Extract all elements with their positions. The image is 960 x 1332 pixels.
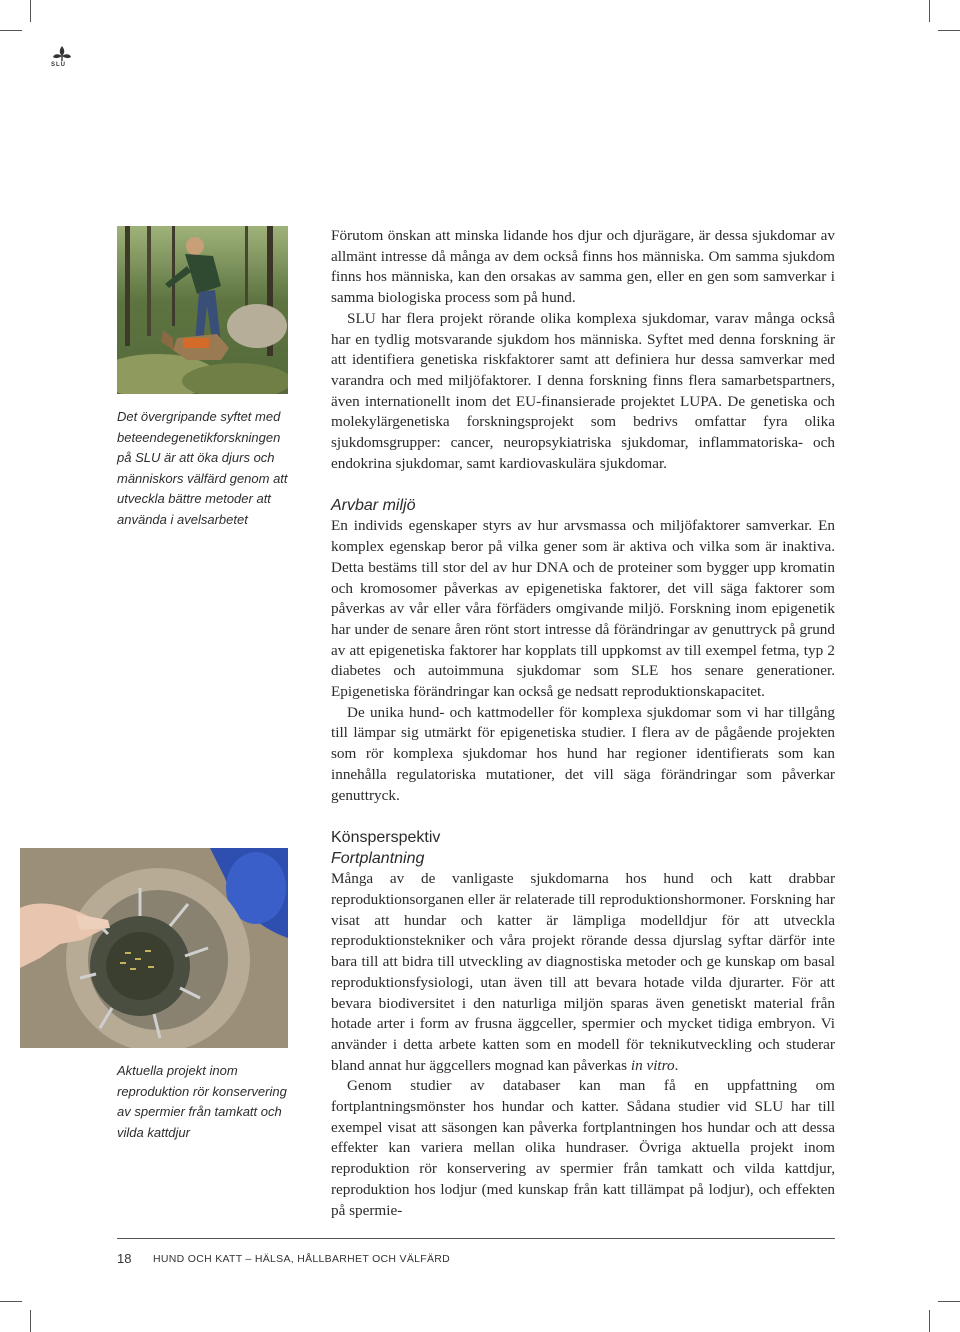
body-text: . — [674, 1056, 679, 1074]
section-heading: Arvbar miljö — [331, 497, 416, 515]
logo-text: SLU — [51, 62, 66, 68]
page-number: 18 — [117, 1251, 132, 1266]
crop-mark — [0, 1301, 22, 1302]
body-text: Många av de vanligaste sjukdomarna hos hund och katt drabbar reproduktionsorganen eller är relaterade till reproduktionshormoner. Forskning har visat att hundar och katter är lämpliga modelldjur för att utveckla reproduktionstekniker och våra projekt rörande dessa djurslag syftar därför inte bara till att bidra till utveckling av diagnostiska metoder och ge kunskap om basal reproduktionsfysiologi, utan även till att bevara hotade vilda djurarter. För att bevara biodiversitet i den naturliga miljön sparas även genetiskt material från hotade arter i form av frusna äggceller, spermier och mycket tidiga embryon. Vi använder i detta arbete katten som en modell för teknikutveckling och studerar bland annat hur äggcellers mognad kan påverkas — [331, 870, 835, 1074]
photo-woman-with-dog — [117, 226, 288, 394]
body-paragraph — [331, 869, 835, 1076]
body-paragraph: SLU har flera projekt rörande olika komplexa sjukdomar, varav många också har en tydlig motsvarande sjukdom hos människa. Syftet med denna forskning är att identifiera genetiska riskfaktorer samt att definiera hur dessa samverkar med varandra och med miljöfaktorer. I denna forskning finns flera samarbetspartners, även internationellt inom det EU-finansierade projektet LUPA. De genetiska och molekylärgenetiska forskningsprojekt som bedrivs omfattar fyra olika sjukdomsgrupper: cancer, neuropsykiatriska sjukdomar, inflammatoriska- och endokrina sjukdomar, samt kardiovaskulära sjukdomar. — [331, 309, 835, 472]
photo-cryo-container — [20, 848, 288, 1048]
section-subheading: Fortplantning — [331, 850, 425, 868]
crop-mark — [938, 30, 960, 31]
crop-mark — [30, 0, 31, 22]
photo-caption: Det övergripande syftet med beteendegenetikforskningen på SLU är att öka djurs och människors välfärd genom att utveckla bättre metoder att använda i avelsarbetet — [117, 409, 288, 527]
italic-term: in vitro — [630, 1056, 675, 1074]
crop-mark — [30, 1310, 31, 1332]
main-text-column — [331, 226, 835, 1221]
section-heading: Könsperspektiv — [331, 829, 441, 847]
footer-divider — [117, 1238, 835, 1239]
body-paragraph: Förutom önskan att minska lidande hos djur och djurägare, är dessa sjukdomar av allmänt intresse då många av dem också finns hos människa. Om samma sjukdom finns hos människa, kan den orsakas av samma gen, eller en gen som samverkar i samma biologiska process som på hund. — [331, 227, 835, 307]
body-paragraph: De unika hund- och kattmodeller för komplexa sjukdomar som vi har tillgång till lämpar sig utmärkt för epigenetiska studier. I flera av de pågående projekten som rör komplexa sjukdomar hos hund har regioner identifierats som kan innehålla regulatoriska mutationer, det vill säga förändringar som påverkar genuttryck. — [331, 703, 835, 804]
photo-caption: Aktuella projekt inom reproduktion rör konservering av spermier från tamkatt och vilda kattdjur — [117, 1063, 287, 1140]
crop-mark — [929, 1310, 930, 1332]
body-paragraph: En individs egenskaper styrs av hur arvsmassa och miljöfaktorer samverkar. En komplex egenskap beror på vilka gener som är aktiva och vilka som är inaktiva. Detta bestäms till stor del av hur DNA och de proteiner som bygger upp kromatin och kromosomer påverkas av epigenetiska faktorer, det vill säga faktorer som påverkas av vår eller våra förfäders omgivande miljö. Forskning inom epigenetik har under de senare åren rönt stort intresse då förändringar av genuttryck på grund av att epigenetiska faktorer har kopplats till uppkomst av till exempel fetma, typ 2 diabetes och autoimmuna sjukdomar som SLE hos senare generationer. Epigenetiska förändringar kan också ge nedsatt reproduktionskapacitet. — [331, 517, 835, 701]
crop-mark — [0, 30, 22, 31]
crop-mark — [938, 1301, 960, 1302]
body-paragraph: Genom studier av databaser kan man få en uppfattning om fortplantningsmönster hos hundar och katter. Sådana studier vid SLU har till exempel visat att säsongen kan påverka fortplantningen hos hundar och att dessa effekter kan variera mellan olika hundraser. Övriga aktuella projekt inom reproduktion rör konservering av spermier från tamkatt och vilda kattdjur, reproduktion hos lodjur (med kunskap från katt tillämpat på lodjur), och effekten på spermie- — [331, 1077, 835, 1219]
running-title: HUND OCH KATT – HÄLSA, HÅLLBARHET OCH VÄLFÄRD — [153, 1253, 451, 1265]
crop-mark — [929, 0, 930, 22]
